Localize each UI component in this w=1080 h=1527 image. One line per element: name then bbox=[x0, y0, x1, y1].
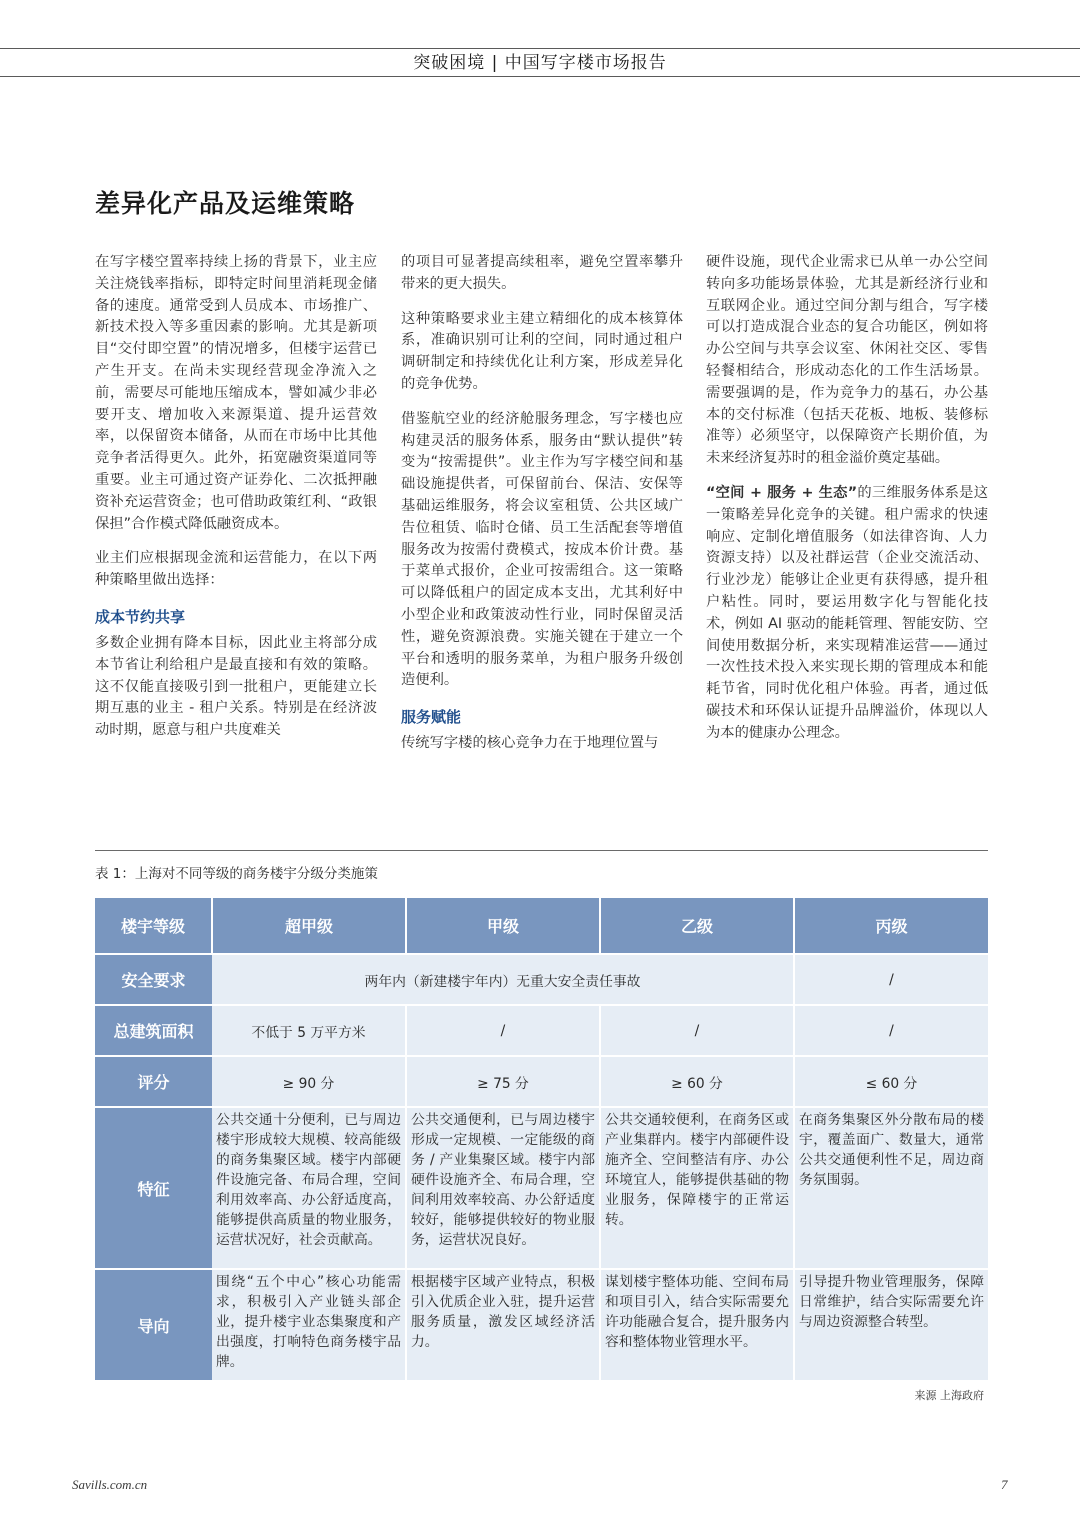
header-grade-c: 丙级 bbox=[794, 898, 988, 954]
row-label: 总建筑面积 bbox=[95, 1005, 212, 1056]
table-cell: ≤ 60 分 bbox=[794, 1056, 988, 1107]
header-grade: 楼宇等级 bbox=[95, 898, 212, 954]
table-row-features bbox=[95, 1107, 988, 1269]
row-label: 安全要求 bbox=[95, 954, 212, 1005]
table-cell: 引导提升物业管理服务，保障日常维护，结合实际需要允许与周边资源整合转型。 bbox=[794, 1269, 988, 1380]
table-top-rule bbox=[95, 850, 988, 851]
report-header-title: 突破困境 | 中国写字楼市场报告 bbox=[413, 53, 667, 73]
table-cell: / bbox=[600, 1005, 794, 1056]
table-cell: 围绕“五个中心”核心功能需求，积极引入产业链头部企业，提升楼宇业态集聚度和产出强度，打响特色商务楼宇品牌。 bbox=[212, 1269, 406, 1380]
header-grade-a: 甲级 bbox=[406, 898, 600, 954]
table-cell: 公共交通较便利，在商务区或产业集群内。楼宇内部硬件设施齐全、空间整洁有序、办公环境宜人，能够提供基础的物业服务，保障楼宇的正常运转。 bbox=[600, 1107, 794, 1269]
table-cell: 谋划楼宇整体功能、空间布局和项目引入，结合实际需要允许功能融合复合，提升服务内容和整体物业管理水平。 bbox=[600, 1269, 794, 1380]
table-source: 来源 上海政府 bbox=[914, 1389, 984, 1402]
table-cell: / bbox=[794, 1005, 988, 1056]
table-cell: 在商务集聚区外分散布局的楼宇，覆盖面广、数量大，通常公共交通便利性不足，周边商务氛围弱。 bbox=[794, 1107, 988, 1269]
table-cell: 不低于 5 万平方米 bbox=[212, 1005, 406, 1056]
row-label: 特征 bbox=[95, 1107, 212, 1269]
table-cell: ≥ 90 分 bbox=[212, 1056, 406, 1107]
paragraph: 在写字楼空置率持续上扬的背景下，业主应关注烧钱率指标，即特定时间里消耗现金储备的速度。通常受到人员成本、市场推广、新技术投入等多重因素的影响。尤其是新项目“交付即空置”的情况增多，但楼宇运营已产生开支。在尚未实现经营现金净流入之前，需要尽可能地压缩成本，譬如减少非必要开支、增加收入来源渠道、提升运营效率，以保留资本储备，从而在市场中比其他竞争者活得更久。此外，拓宽融资渠道同等重要。业主可通过资产证券化、二次抵押融资补充运营资金；也可借助政策红利、“政银保担”合作模式降低融资成本。 bbox=[95, 254, 377, 532]
paragraph: 这种策略要求业主建立精细化的成本核算体系，准确识别可让利的空间，同时通过租户调研制定和持续优化让利方案，形成差异化的竞争优势。 bbox=[401, 310, 683, 392]
table-header-row bbox=[95, 898, 988, 954]
table-row-safety bbox=[95, 954, 988, 1005]
paragraph: 的项目可显著提高续租率，避免空置率攀升带来的更大损失。 bbox=[401, 254, 683, 292]
table-cell: 两年内（新建楼宇年内）无重大安全责任事故 bbox=[212, 954, 794, 1005]
table-cell: 公共交通便利，已与周边楼宇形成一定规模、一定能级的商务 / 产业集聚区域。楼宇内部硬件设施齐全、布局合理，空间利用效率较高、办公舒适度较好，能够提供较好的物业服务，运营状况良好。 bbox=[406, 1107, 600, 1269]
table-cell: / bbox=[794, 954, 988, 1005]
paragraph: 多数企业拥有降本目标，因此业主将部分成本节省让利给租户是最直接和有效的策略。这不仅能直接吸引到一批租户，更能建立长期互惠的业主 - 租户关系。特别是在经济波动时期，愿意与租户共度难关 bbox=[95, 634, 377, 739]
section-title: 差异化产品及运维策略 bbox=[95, 189, 356, 218]
text-column-2 bbox=[401, 252, 683, 768]
table-cell: ≥ 75 分 bbox=[406, 1056, 600, 1107]
subheading-cost-sharing: 成本节约共享 bbox=[95, 607, 186, 626]
row-label: 导向 bbox=[95, 1269, 212, 1380]
table-cell: 公共交通十分便利，已与周边楼宇形成较大规模、较高能级的商务集聚区域。楼宇内部硬件设施完备、布局合理，空间利用效率高、办公舒适度高，能够提供高质量的物业服务，运营状况好，社会贡献高。 bbox=[212, 1107, 406, 1269]
paragraph-rest: 的三维服务体系是这一策略差异化竞争的关键。租户需求的快速响应、定制化增值服务（如法律咨询、人力资源支持）以及社群运营（企业交流活动、行业沙龙）能够让企业更有获得感，提升租户粘性。同时，要运用数字化与智能化技术，例如 AI 驱动的能耗管理、智能安防、空间使用数据分析，来实现精准运营——通过一次性技术投入来实现长期的管理成本和能耗节省，同时优化租户体验。再者，通过低碳技术和环保认证提升品牌溢价，体现以人为本的健康办公理念。 bbox=[706, 484, 988, 741]
table-row-area bbox=[95, 1005, 988, 1056]
paragraph: 业主们应根据现金流和运营能力，在以下两种策略里做出选择： bbox=[95, 550, 377, 589]
table-caption: 表 1：上海对不同等级的商务楼宇分级分类施策 bbox=[95, 866, 378, 882]
building-grade-table bbox=[95, 898, 988, 1380]
emphasis-text: “空间 + 服务 + 生态” bbox=[706, 484, 858, 501]
footer-website: Savills.com.cn bbox=[72, 1477, 148, 1492]
table-row-guidance bbox=[95, 1269, 988, 1380]
table-cell: ≥ 60 分 bbox=[600, 1056, 794, 1107]
paragraph bbox=[706, 483, 988, 745]
table-row-score bbox=[95, 1056, 988, 1107]
text-column-1 bbox=[95, 252, 377, 755]
table-cell: 根据楼宇区域产业特点，积极引入优质企业入驻，提升运营服务质量，激发区域经济活力。 bbox=[406, 1269, 600, 1380]
header-bottom-rule bbox=[0, 76, 1080, 77]
header-top-rule bbox=[0, 48, 1080, 49]
paragraph: 借鉴航空业的经济舱服务理念，写字楼也应构建灵活的服务体系，服务由“默认提供”转变为“按需提供”。业主作为写字楼空间和基础设施提供者，可保留前台、保洁、安保等基础运维服务，将会议室租赁、公共区域广告位租赁、临时仓储、员工生活配套等增值服务改为按需付费模式，按成本价计费。基于菜单式报价，企业可按需组合。这一策略可以降低租户的固定成本支出，尤其利好中小型企业和政策波动性行业，同时保留灵活性，避免资源浪费。实施关键在于建立一个平台和透明的服务菜单，为租户服务升级创造便利。 bbox=[401, 410, 683, 689]
header-super-a: 超甲级 bbox=[212, 898, 406, 954]
subheading-service-empowerment: 服务赋能 bbox=[401, 708, 462, 727]
paragraph: 传统写字楼的核心竞争力在于地理位置与 bbox=[401, 735, 659, 752]
paragraph: 硬件设施，现代企业需求已从单一办公空间转向多功能场景体验，尤其是新经济行业和互联网企业。通过空间分割与组合，写字楼可以打造成混合业态的复合功能区，例如将办公空间与共享会议室、休闲社交区、零售轻餐相结合，形成动态化的工作生活场景。需要强调的是，作为竞争力的基石，办公基本的交付标准（包括天花板、地板、装修标准等）必须坚守，以保障资产长期价值，为未来经济复苏时的租金溢价奠定基础。 bbox=[706, 254, 988, 467]
row-label: 评分 bbox=[95, 1056, 212, 1107]
header-grade-b: 乙级 bbox=[600, 898, 794, 954]
page-number: 7 bbox=[1001, 1477, 1008, 1492]
table-cell: / bbox=[406, 1005, 600, 1056]
text-column-3 bbox=[706, 252, 988, 758]
